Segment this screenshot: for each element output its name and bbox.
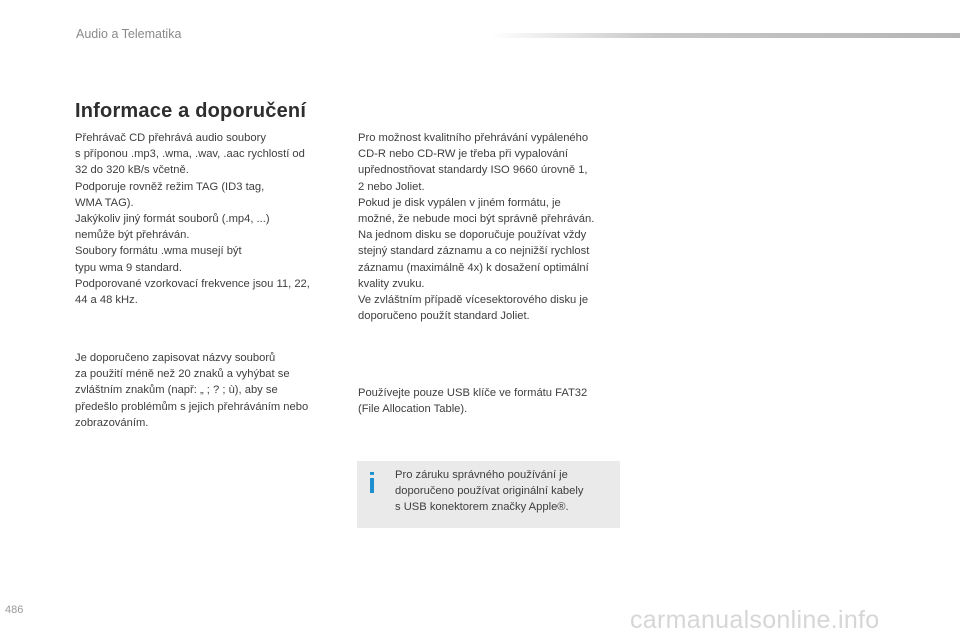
text-line: Ve zvláštním případě vícesektorového disku je [358,294,589,307]
text-line: upřednostňovat standardy ISO 9660 úrovně 1, [358,164,588,177]
usb-format-paragraph [358,385,587,417]
text-line: Přehrávač CD přehrává audio soubory [75,132,266,144]
page-title: Informace a doporučení [75,100,307,122]
cd-burning-paragraph [358,130,594,324]
text-line: zvláštním znakům (např: „ ; ? ; ù), aby se [75,384,278,397]
text-line: stejný standard záznamu a co nejnižší rychlost [358,245,590,258]
text-line: záznamu (maximálně 4x) k dosažení optimální [358,261,589,274]
text-line: CD-R nebo CD-RW je třeba při vypalování [358,148,568,161]
info-box-text [395,467,583,516]
text-line: Je doporučeno zapisovat názvy souborů [75,352,276,364]
text-line: 32 do 320 kB/s včetně. [75,164,189,177]
text-line: 44 a 48 kHz. [75,294,138,307]
info-icon: i [368,468,377,500]
text-line: Podporuje rovněž režim TAG (ID3 tag, [75,180,265,193]
header-divider-bar [490,33,960,38]
text-line: Pokud je disk vypálen v jiném formátu, je [358,196,561,209]
text-line: doporučeno používat originální kabely [395,485,584,498]
cd-formats-paragraph [75,130,310,308]
text-line: za použití méně než 20 znaků a vyhýbat se [75,368,290,381]
watermark: carmanualsonline.info [630,606,880,634]
text-line: doporučeno použít standard Joliet. [358,310,530,323]
text-line: kvality zvuku. [358,277,425,290]
text-line: typu wma 9 standard. [75,261,182,274]
text-line: Jakýkoliv jiný formát souborů (.mp4, ...) [75,213,270,226]
text-line: (File Allocation Table). [358,403,468,416]
text-line: Používejte pouze USB klíče ve formátu FAT32 [358,387,588,399]
file-naming-paragraph [75,350,308,431]
text-line: s příponou .mp3, .wma, .wav, .aac rychlostí od [75,148,305,161]
text-line: Soubory formátu .wma musejí být [75,245,242,258]
text-line: možné, že nebude moci být správně přehráván. [358,213,595,226]
page-number: 486 [5,604,24,616]
text-line: 2 nebo Joliet. [358,180,425,193]
text-line: Pro záruku správného používání je [395,469,568,481]
text-line: s USB konektorem značky Apple®. [395,501,569,514]
section-header: Audio a Telematika [76,27,182,41]
text-line: zobrazováním. [75,416,149,429]
text-line: WMA TAG). [75,196,134,209]
text-line: Podporované vzorkovací frekvence jsou 11, 22, [75,277,310,290]
text-line: nemůže být přehráván. [75,229,190,242]
text-line: Na jednom disku se doporučuje používat vždy [358,229,587,242]
text-line: Pro možnost kvalitního přehrávání vypáleného [358,132,589,144]
text-line: předešlo problémům s jejich přehráváním nebo [75,400,309,413]
